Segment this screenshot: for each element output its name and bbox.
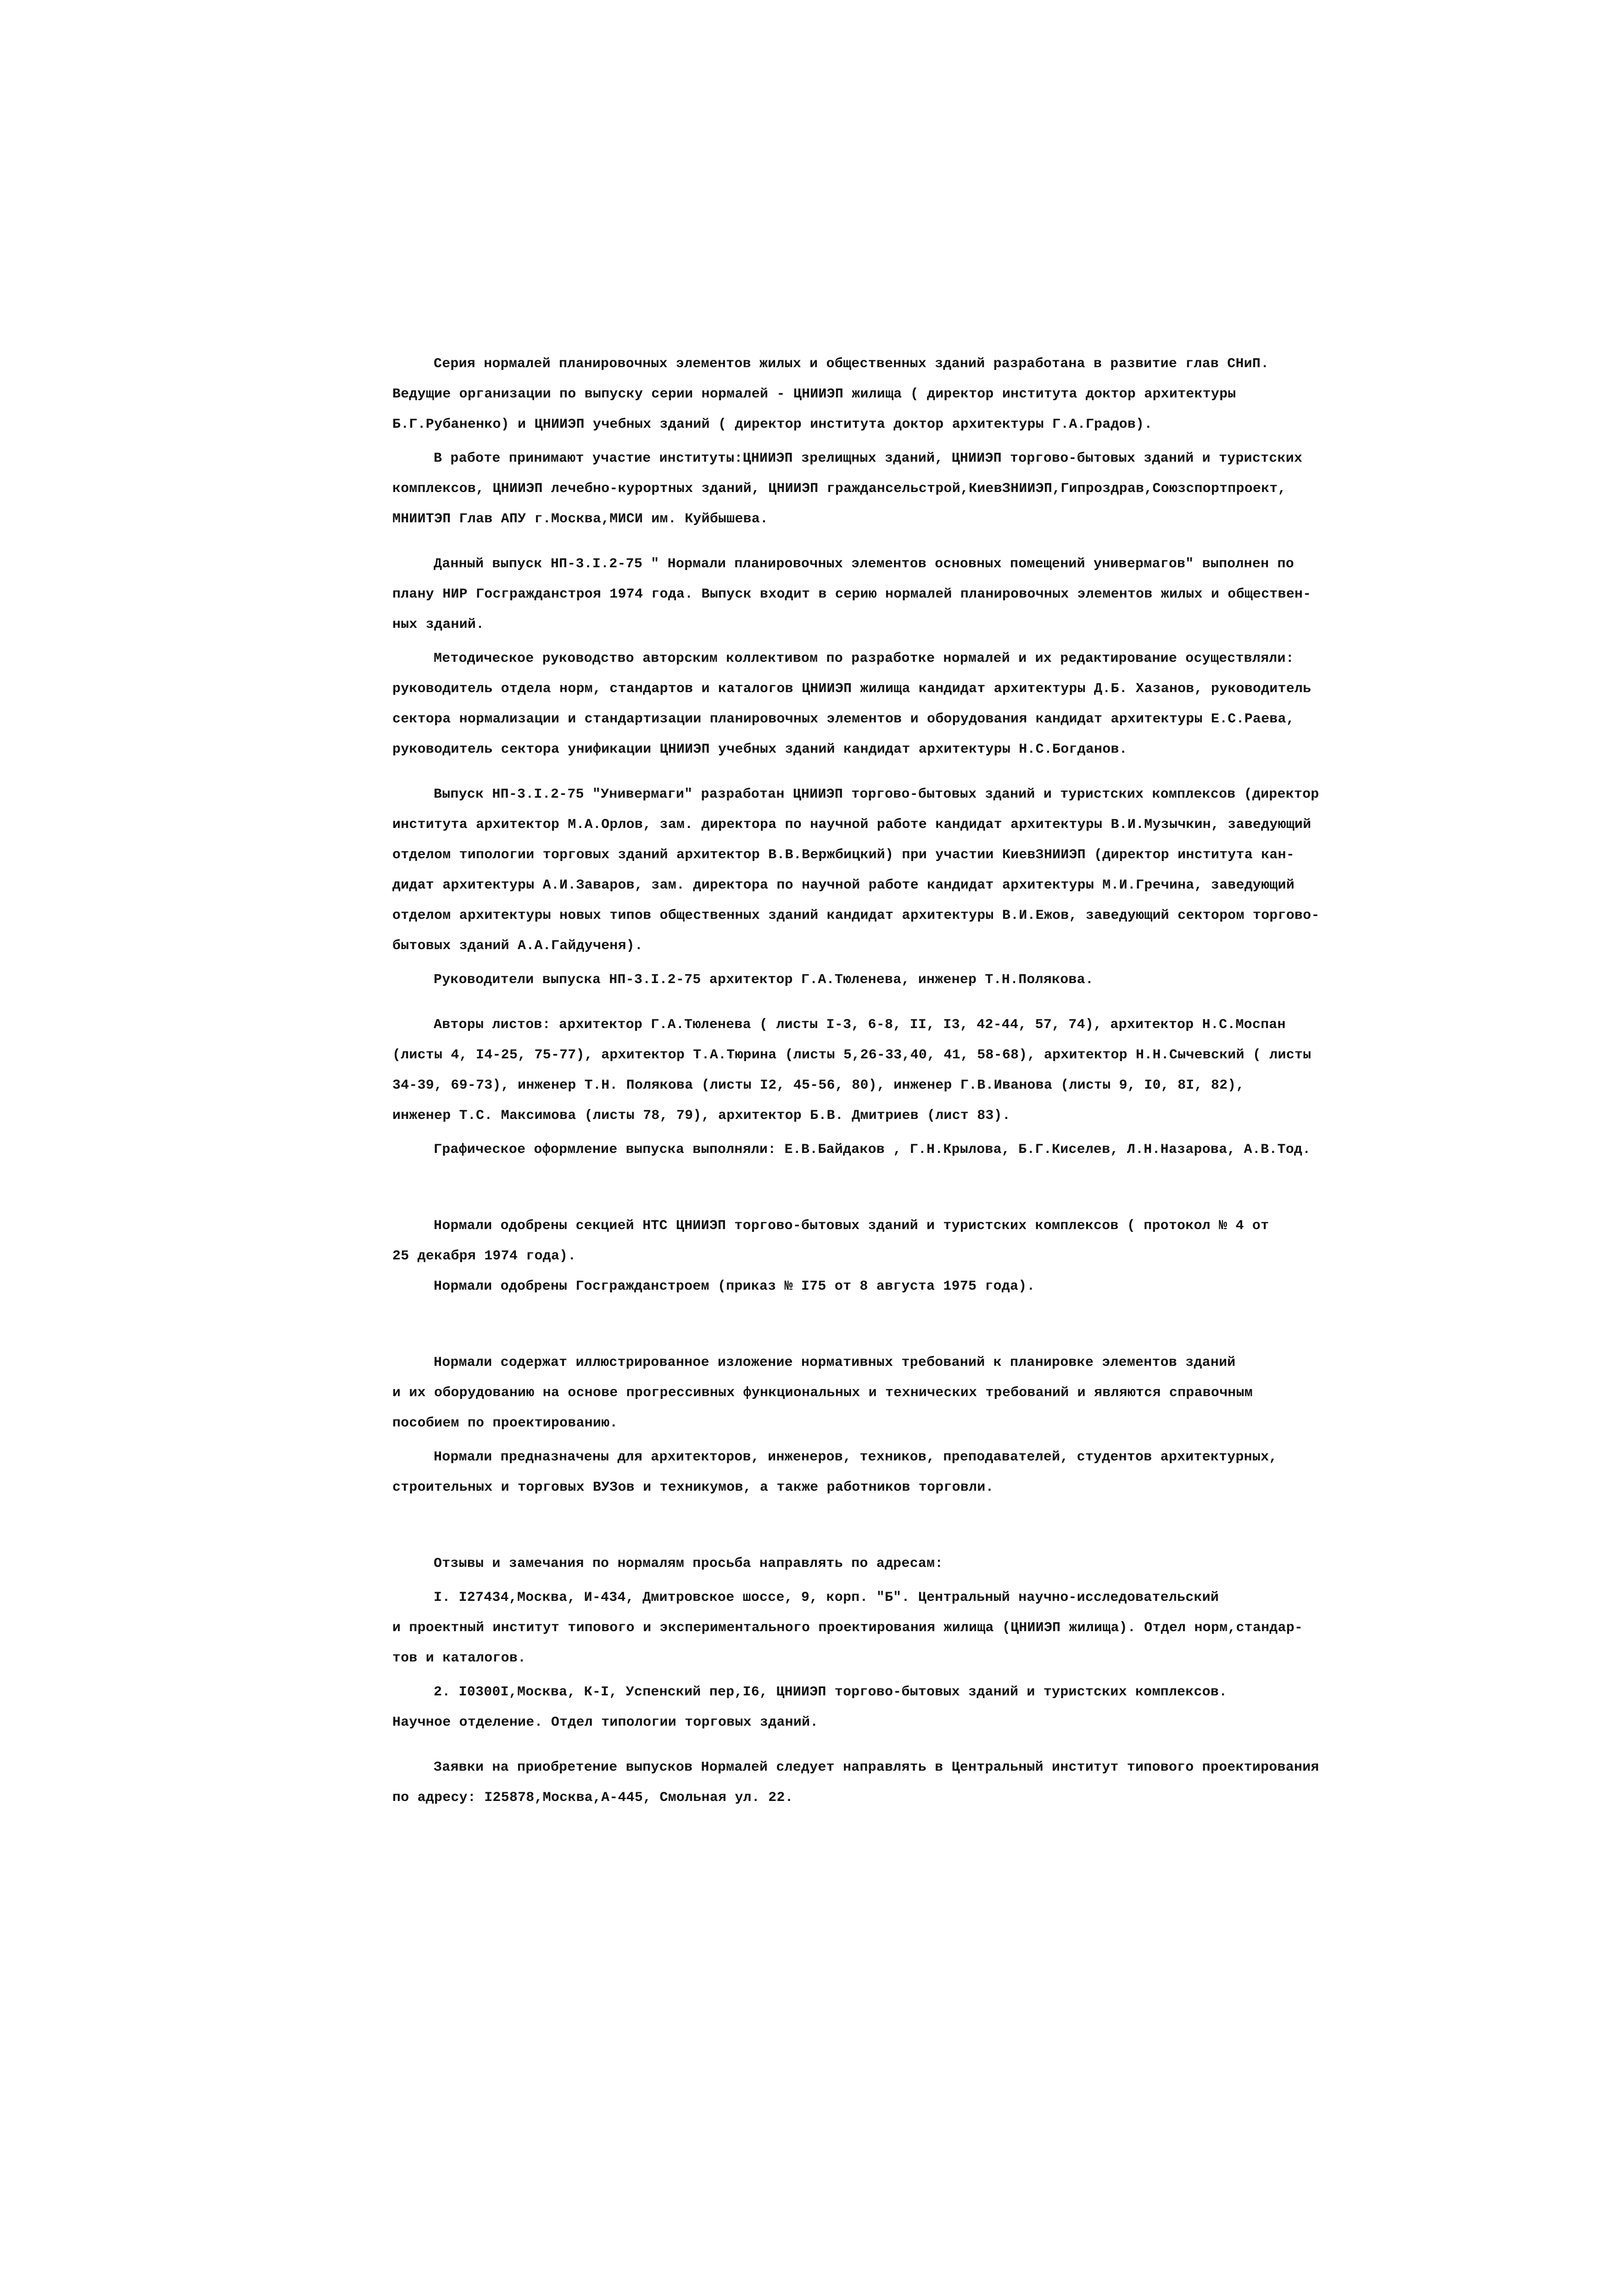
document-body: [392, 349, 1356, 1813]
paragraph-approval-section: Нормали одобрены секцией НТС ЦНИИЭП торгово-бытовых зданий и туристских комплексов ( протокол № 4 от 25 декабря 1974 года).: [392, 1218, 1269, 1264]
paragraph-sheet-authors: Авторы листов: архитектор Г.А.Тюленева ( листы I-3, 6-8, II, I3, 42-44, 57, 74), архитектор Н.С.Моспан (листы 4, I4-25, 75-77), архитектор Т.А.Тюрина (листы 5,26-33,40, 41, 58-68), архитектор Н.Н.Сычевский ( листы 34-39, 69-73), инженер Т.Н. Полякова (листы I2, 45-56, 80), инженер Г.В.Иванова (листы 9, I0, 8I, 82), инженер Т.С. Максимова (листы 78, 79), архитектор Б.В. Дмитриев (лист 83).: [392, 1017, 1311, 1124]
paragraph-series-intro: Серия нормалей планировочных элементов жилых и общественных зданий разработана в развитие глав СНиП. Ведущие организации по выпуску серии нормалей - ЦНИИЭП жилища ( директор института доктор архитектуры Б.Г.Рубаненко) и ЦНИИЭП учебных зданий ( директор института доктор архитектуры Г.А.Градов).: [392, 356, 1269, 432]
paragraph-developer: Выпуск НП-3.I.2-75 "Универмаги" разработан ЦНИИЭП торгово-бытовых зданий и туристских комплексов (директор института архитектор М.А.Орлов, зам. директора по научной работе кандидат архитектуры В.И.Музычкин, заведующий отделом типологии торговых зданий архитектор В.В.Вержбицкий) при участии КиевЗНИИЭП (директор института кан- дидат архитектуры А.И.Заваров, зам. директора по научной работе кандидат архитектуры М.И.Гречина, заведующий отделом архитектуры новых типов общественных зданий кандидат архитектуры В.И.Ежов, заведующий сектором торгово- бытовых зданий А.А.Гайдученя).: [392, 787, 1320, 954]
paragraph-graphic-design: Графическое оформление выпуска выполняли: Е.В.Байдаков , Г.Н.Крылова, Б.Г.Киселев, Л.Н.Назарова, А.В.Тод.: [434, 1142, 1311, 1157]
paragraph-issue-description: Данный выпуск НП-3.I.2-75 " Нормали планировочных элементов основных помещений универмагов" выполнен по плану НИР Госгражданстроя 1974 года. Выпуск входит в серию нормалей планировочных элементов жилых и обществен- ных зданий.: [392, 556, 1311, 632]
paragraph-address-1: I. I27434,Москва, И-434, Дмитровское шоссе, 9, корп. "Б". Центральный научно-исследовательский и проектный институт типового и экспериментального проектирования жилища (ЦНИИЭП жилища). Отдел норм,стандар- тов и каталогов.: [392, 1590, 1303, 1666]
paragraph-audience: Нормали предназначены для архитекторов, инженеров, техников, преподавателей, студентов архитектурных, строительных и торговых ВУЗов и техникумов, а также работников торговли.: [392, 1449, 1278, 1495]
paragraph-content-summary: Нормали содержат иллюстрированное изложение нормативных требований к планировке элементов зданий и их оборудованию на основе прогрессивных функциональных и технических требований и являются справочным пособием по проектированию.: [392, 1355, 1253, 1431]
paragraph-ordering-info: Заявки на приобретение выпусков Нормалей следует направлять в Центральный институт типового проектирования по адресу: I25878,Москва,А-445, Смольная ул. 22.: [392, 1760, 1319, 1806]
paragraph-issue-leaders: Руководители выпуска НП-3.I.2-75 архитектор Г.А.Тюленева, инженер Т.Н.Полякова.: [434, 972, 1094, 988]
paragraph-participating-institutes: В работе принимают участие институты:ЦНИИЭП зрелищных зданий, ЦНИИЭП торгово-бытовых зданий и туристских комплексов, ЦНИИЭП лечебно-курортных зданий, ЦНИИЭП граждансельстрой,КиевЗНИИЭП,Гипроздрав,Союзспортпроект, МНИИТЭП Глав АПУ г.Москва,МИСИ им. Куйбышева.: [392, 451, 1303, 527]
paragraph-address-2: 2. I0300I,Москва, К-I, Успенский пер,I6, ЦНИИЭП торгово-бытовых зданий и туристских комплексов. Научное отделение. Отдел типологии торговых зданий.: [392, 1684, 1228, 1730]
paragraph-feedback-request: Отзывы и замечания по нормалям просьба направлять по адресам:: [434, 1556, 943, 1571]
paragraph-methodical-guidance: Методическое руководство авторским коллективом по разработке нормалей и их редактирование осуществляли: руководитель отдела норм, стандартов и каталогов ЦНИИЭП жилища кандидат архитектуры Д.Б. Хазанов, руководитель сектора нормализации и стандартизации планировочных элементов и оборудования кандидат архитектуры Е.С.Раева, руководитель сектора унификации ЦНИИЭП учебных зданий кандидат архитектуры Н.С.Богданов.: [392, 651, 1311, 757]
paragraph-approval-gosgrazhdanstroy: Нормали одобрены Госгражданстроем (приказ № I75 от 8 августа 1975 года).: [434, 1279, 1035, 1294]
